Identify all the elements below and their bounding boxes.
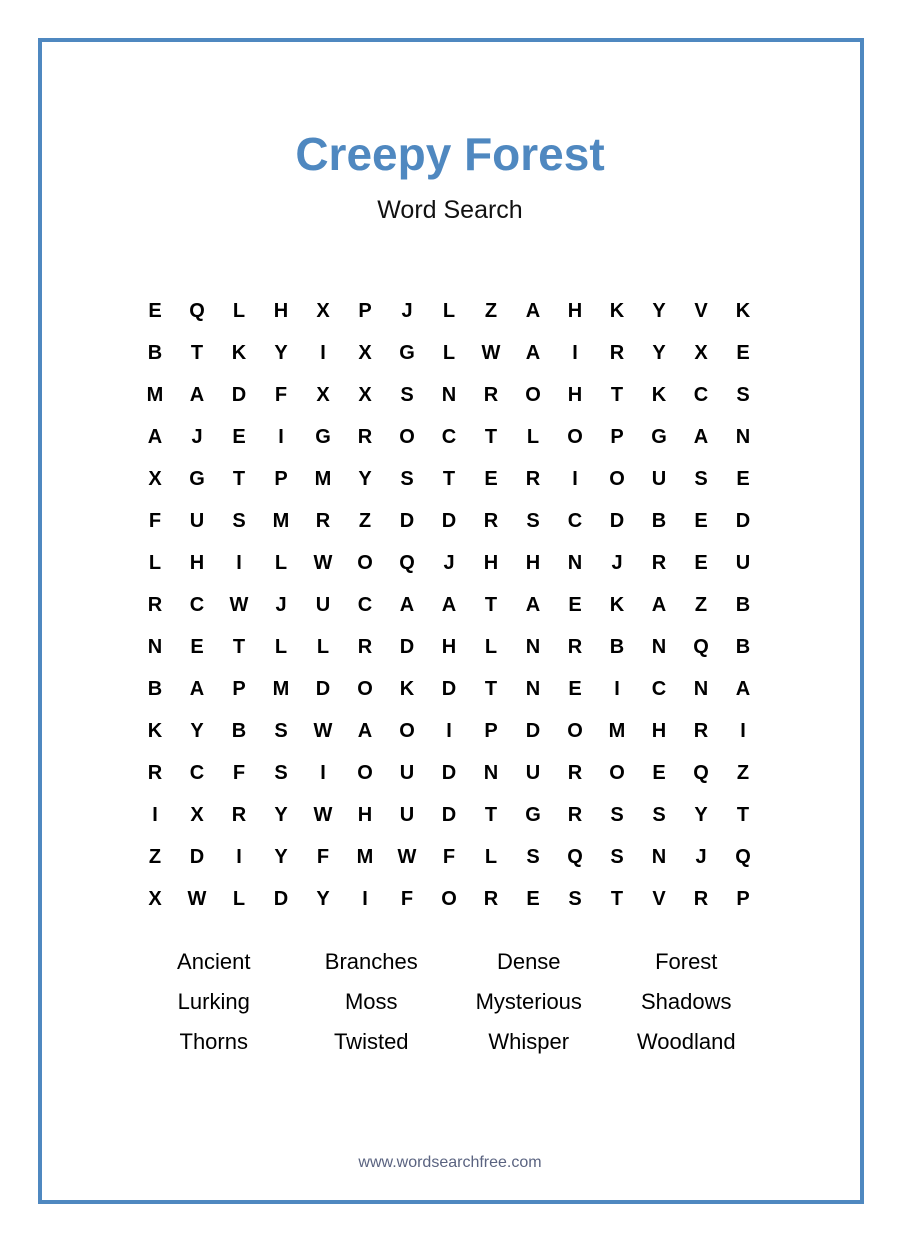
grid-letter: H [483,552,499,574]
grid-letter: Q [567,846,583,868]
grid-letter: I [572,342,578,364]
grid-letter: L [316,636,330,658]
grid-letter: N [735,426,751,448]
grid-letter: I [740,720,746,742]
grid-row [134,752,764,794]
grid-letter: K [651,384,667,406]
grid-letter: D [609,510,625,532]
grid-letter: B [609,636,625,658]
grid-letter: I [236,552,242,574]
grid-row [134,332,764,374]
grid-letter: N [651,846,667,868]
grid-row [134,710,764,752]
grid-row [134,668,764,710]
grid-letter: Y [358,468,372,490]
grid-letter: D [231,384,247,406]
grid-letter: T [484,594,498,616]
grid-letter: Y [274,846,288,868]
grid-letter: N [441,384,457,406]
grid-row [134,416,764,458]
grid-row [134,836,764,878]
grid-letter: I [614,678,620,700]
grid-letter: W [481,342,501,364]
grid-letter: F [442,846,456,868]
grid-letter: O [441,888,457,910]
grid-letter: J [695,846,707,868]
grid-letter: S [274,762,288,784]
grid-letter: R [147,762,163,784]
grid-letter: E [736,342,750,364]
grid-letter: U [651,468,667,490]
grid-letter: T [484,804,498,826]
grid-letter: R [483,384,499,406]
grid-letter: S [274,720,288,742]
grid-letter: S [652,804,666,826]
grid-letter: J [401,300,413,322]
grid-letter: R [315,510,331,532]
grid-letter: K [609,594,625,616]
grid-letter: K [399,678,415,700]
grid-letter: J [275,594,287,616]
grid-letter: Q [399,552,415,574]
footer-url: www.wordsearchfree.com [358,1154,542,1171]
grid-letter: Y [274,342,288,364]
grid-letter: D [273,888,289,910]
grid-letter: L [232,888,246,910]
word-list-item: Mysterious [475,989,582,1014]
grid-letter: O [567,426,583,448]
word-list-item: Thorns [179,1029,248,1054]
grid-letter: T [610,384,624,406]
word-list [135,942,765,1062]
grid-letter: R [567,804,583,826]
grid-letter: T [442,468,456,490]
grid-letter: T [232,636,246,658]
grid-letter: I [572,468,578,490]
grid-letter: Z [148,846,162,868]
grid-letter: P [736,888,750,910]
grid-letter: R [147,594,163,616]
grid-letter: M [356,846,374,868]
grid-letter: V [652,888,666,910]
grid-letter: C [357,594,373,616]
grid-letter: C [693,384,709,406]
grid-letter: H [357,804,373,826]
grid-letter: L [148,552,162,574]
grid-letter: F [232,762,246,784]
grid-letter: C [441,426,457,448]
word-list-item: Forest [655,949,718,974]
grid-letter: R [525,468,541,490]
grid-letter: E [652,762,666,784]
grid-letter: F [274,384,288,406]
grid-letter: C [189,762,205,784]
grid-row [134,542,764,584]
grid-letter: L [232,300,246,322]
grid-letter: P [358,300,372,322]
grid-letter: N [693,678,709,700]
grid-letter: O [357,552,373,574]
grid-letter: X [148,888,162,910]
grid-letter: N [147,636,163,658]
grid-letter: U [399,804,415,826]
grid-letter: R [609,342,625,364]
grid-letter: S [610,804,624,826]
grid-letter: I [446,720,452,742]
grid-letter: M [272,678,290,700]
grid-letter: B [735,594,751,616]
grid-letter: H [651,720,667,742]
grid-letter: W [313,552,333,574]
grid-letter: R [231,804,247,826]
grid-letter: Z [484,300,498,322]
word-list-item: Ancient [177,949,251,974]
grid-letter: C [567,510,583,532]
grid-letter: O [357,678,373,700]
grid-row [134,794,764,836]
grid-letter: X [694,342,708,364]
puzzle-subtitle: Word Search [377,196,523,224]
grid-letter: X [316,300,330,322]
grid-letter: T [610,888,624,910]
grid-letter: O [609,762,625,784]
grid-letter: Z [358,510,372,532]
grid-letter: V [694,300,708,322]
grid-letter: Z [694,594,708,616]
grid-letter: A [189,384,205,406]
grid-letter: B [735,636,751,658]
grid-letter: Y [652,300,666,322]
puzzle-title: Creepy Forest [295,128,605,180]
grid-letter: K [147,720,163,742]
grid-letter: L [526,426,540,448]
grid-letter: E [232,426,246,448]
grid-letter: E [484,468,498,490]
grid-letter: S [526,846,540,868]
grid-letter: G [189,468,205,490]
grid-letter: D [315,678,331,700]
grid-letter: U [189,510,205,532]
grid-row [134,500,764,542]
grid-letter: W [313,804,333,826]
grid-row [134,458,764,500]
grid-letter: K [735,300,751,322]
grid-letter: Z [736,762,750,784]
grid-letter: Y [274,804,288,826]
grid-letter: U [399,762,415,784]
grid-letter: H [273,300,289,322]
grid-letter: W [187,888,207,910]
grid-letter: D [189,846,205,868]
grid-letter: Y [316,888,330,910]
grid-letter: P [610,426,624,448]
grid-letter: O [399,720,415,742]
grid-letter: T [190,342,204,364]
grid-letter: M [146,384,164,406]
grid-letter: R [483,510,499,532]
grid-letter: K [609,300,625,322]
grid-letter: S [400,384,414,406]
grid-row [134,290,764,332]
grid-letter: A [441,594,457,616]
grid-row [134,584,764,626]
grid-letter: S [400,468,414,490]
grid-letter: L [442,342,456,364]
grid-letter: S [232,510,246,532]
grid-letter: J [611,552,623,574]
grid-letter: A [357,720,373,742]
grid-letter: G [399,342,415,364]
grid-letter: R [651,552,667,574]
grid-letter: E [190,636,204,658]
grid-letter: U [735,552,751,574]
grid-letter: Q [189,300,205,322]
grid-letter: P [274,468,288,490]
grid-letter: U [315,594,331,616]
grid-letter: R [357,426,373,448]
grid-letter: R [483,888,499,910]
grid-letter: A [147,426,163,448]
grid-letter: A [525,594,541,616]
grid-letter: T [484,678,498,700]
grid-letter: R [567,762,583,784]
grid-row [134,374,764,416]
grid-letter: G [315,426,331,448]
grid-letter: F [400,888,414,910]
grid-letter: I [362,888,368,910]
grid-letter: D [441,510,457,532]
grid-letter: H [189,552,205,574]
grid-letter: A [525,342,541,364]
grid-letter: Y [652,342,666,364]
grid-letter: D [441,678,457,700]
grid-letter: M [314,468,332,490]
grid-letter: O [525,384,541,406]
letter-grid [134,290,764,920]
grid-letter: X [358,342,372,364]
grid-letter: S [610,846,624,868]
grid-letter: H [567,300,583,322]
grid-letter: J [443,552,455,574]
grid-letter: L [442,300,456,322]
grid-letter: B [147,678,163,700]
word-list-item: Lurking [177,989,250,1014]
grid-letter: L [274,552,288,574]
grid-letter: P [232,678,246,700]
grid-letter: D [399,636,415,658]
word-list-item: Whisper [488,1029,570,1054]
grid-letter: E [736,468,750,490]
grid-letter: W [397,846,417,868]
grid-letter: O [399,426,415,448]
grid-letter: S [526,510,540,532]
grid-letter: H [525,552,541,574]
grid-letter: N [525,678,541,700]
grid-letter: N [483,762,499,784]
grid-letter: B [147,342,163,364]
grid-letter: E [568,594,582,616]
grid-letter: M [272,510,290,532]
grid-letter: M [608,720,626,742]
grid-letter: A [399,594,415,616]
grid-letter: T [736,804,750,826]
grid-letter: C [651,678,667,700]
grid-letter: X [316,384,330,406]
grid-letter: A [693,426,709,448]
grid-letter: X [148,468,162,490]
grid-letter: E [148,300,162,322]
grid-letter: Y [694,804,708,826]
grid-letter: B [231,720,247,742]
grid-letter: R [567,636,583,658]
grid-letter: R [693,720,709,742]
grid-row [134,878,764,920]
grid-letter: E [694,552,708,574]
grid-letter: G [651,426,667,448]
grid-letter: I [236,846,242,868]
word-list-item: Dense [496,949,561,974]
grid-letter: S [568,888,582,910]
grid-letter: N [567,552,583,574]
grid-letter: X [190,804,204,826]
grid-letter: Q [693,636,709,658]
grid-letter: K [231,342,247,364]
grid-letter: O [609,468,625,490]
grid-letter: X [358,384,372,406]
word-list-item: Woodland [636,1029,736,1054]
grid-letter: A [525,300,541,322]
grid-letter: D [441,762,457,784]
grid-letter: A [651,594,667,616]
word-list-item: Twisted [333,1029,409,1054]
grid-letter: I [320,342,326,364]
grid-letter: N [651,636,667,658]
word-list-item: Shadows [640,989,732,1014]
grid-letter: U [525,762,541,784]
grid-letter: T [484,426,498,448]
grid-letter: E [526,888,540,910]
grid-letter: D [735,510,751,532]
grid-row [134,626,764,668]
grid-letter: A [735,678,751,700]
word-list-item: Moss [344,989,398,1014]
grid-letter: I [320,762,326,784]
grid-letter: D [441,804,457,826]
grid-letter: N [525,636,541,658]
grid-letter: E [568,678,582,700]
grid-letter: D [399,510,415,532]
grid-letter: D [525,720,541,742]
grid-letter: Y [190,720,204,742]
grid-letter: S [694,468,708,490]
grid-letter: G [525,804,541,826]
grid-letter: F [148,510,162,532]
grid-letter: P [484,720,498,742]
grid-letter: A [189,678,205,700]
word-list-item: Branches [324,949,418,974]
grid-letter: O [567,720,583,742]
grid-letter: R [357,636,373,658]
grid-letter: W [229,594,249,616]
grid-letter: C [189,594,205,616]
grid-letter: S [736,384,750,406]
grid-letter: H [441,636,457,658]
grid-letter: F [316,846,330,868]
grid-letter: W [313,720,333,742]
grid-letter: T [232,468,246,490]
grid-letter: I [278,426,284,448]
grid-letter: H [567,384,583,406]
grid-letter: Q [693,762,709,784]
grid-letter: L [484,846,498,868]
grid-letter: I [152,804,158,826]
grid-letter: L [274,636,288,658]
grid-letter: Q [735,846,751,868]
grid-letter: L [484,636,498,658]
grid-letter: J [191,426,203,448]
grid-letter: E [694,510,708,532]
grid-letter: O [357,762,373,784]
grid-letter: R [693,888,709,910]
grid-letter: B [651,510,667,532]
